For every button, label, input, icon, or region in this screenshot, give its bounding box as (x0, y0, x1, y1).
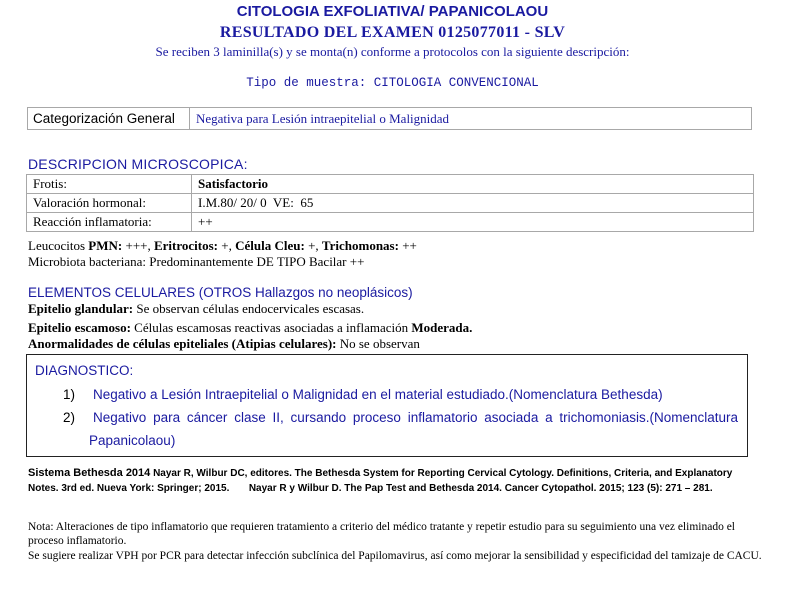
general-categorization-box (27, 107, 752, 130)
glandular-epithelium-line (28, 301, 364, 317)
squamous-degree: Moderada. (411, 320, 473, 335)
pmn-label: PMN: (88, 238, 123, 253)
reference-title: Sistema Bethesda 2014 (28, 467, 151, 479)
squamous-text: Células escamosas reactivas asociadas a inflamación (130, 320, 412, 335)
pmn-value: +++, (122, 238, 154, 253)
table-row (27, 175, 754, 194)
trichomonas-label: Trichomonas: (321, 238, 399, 253)
diagnosis-heading: DIAGNOSTICO: (35, 363, 134, 378)
sample-type: Tipo de muestra: CITOLOGIA CONVENCIONAL (246, 76, 539, 90)
hormonal-value: I.M.80/ 20/ 0 VE: 65 (192, 194, 754, 213)
squamous-epithelium-line (28, 320, 472, 336)
categorization-value: Negativa para Lesión intraepitelial o Malignidad (196, 111, 450, 126)
note-paragraph: Nota: Alteraciones de tipo inflamatorio que requieren tratamiento a criterio del médico tratante y repetir estudio para su seguimiento una vez eliminado el proceso inflamatorio. (28, 521, 735, 547)
microbiota-line: Microbiota bacteriana: Predominantemente DE TIPO Bacilar ++ (28, 254, 365, 269)
leukocytes-text: Leucocitos (28, 238, 89, 253)
clue-cell-value: +, (304, 238, 322, 253)
abnormalities-label: Anormalidades de células epiteliales (Atipias celulares): (28, 336, 337, 351)
note-paragraph: Se sugiere realizar VPH por PCR para detectar infección subclínica del Papilomavirus, así como mejorar la sensibilidad y especificidad del tamizaje de CACU. (28, 550, 762, 562)
received-description: Se reciben 3 laminilla(s) y se monta(n) conforme a protocolos con la siguiente descripción: (155, 44, 630, 59)
glandular-label: Epitelio glandular: (28, 301, 134, 316)
glandular-text: Se observan células endocervicales escasas. (133, 301, 365, 316)
table-row (27, 213, 754, 232)
diagnosis-item-number: 2) (63, 410, 76, 425)
exam-result-title: RESULTADO DEL EXAMEN 0125077011 - SLV (219, 24, 566, 41)
categorization-label: Categorización General (33, 111, 175, 126)
abnormalities-text: No se observan (336, 336, 420, 351)
diagnosis-item-number: 1) (63, 387, 76, 402)
reference-text: Nayar R, Wilbur DC, editores. The Bethesda System for Reporting Cervical Cytology. Definitions, Criteria, and Explanatory Notes. 3rd ed. Nueva York: Springer; 2015. Nayar R y Wilbur D. The Pap Test and Bethesda 2014. Cancer Cytopathol. 2015; 123 (5): 271 – 281. (28, 468, 736, 494)
diagnosis-item-continuation: Papanicolaou) (89, 433, 176, 448)
categorization-divider (189, 108, 190, 129)
diagnosis-item-text: Negativo a Lesión Intraepitelial o Malignidad en el material estudiado.(Nomenclatura Bethesda) (93, 387, 663, 402)
report-title: CITOLOGIA EXFOLIATIVA/ PAPANICOLAOU (236, 3, 549, 20)
table-row (27, 194, 754, 213)
frotis-label: Frotis: (27, 175, 192, 194)
microscopic-description-table (26, 174, 754, 232)
trichomonas-value: ++ (398, 238, 417, 253)
leukocytes-line (28, 238, 417, 254)
inflammatory-value: ++ (192, 213, 754, 232)
diagnosis-box (26, 354, 748, 457)
cellular-elements-heading: ELEMENTOS CELULARES (OTROS Hallazgos no neoplásicos) (28, 285, 413, 300)
epithelial-abnormalities-line (28, 336, 420, 352)
bethesda-reference (28, 466, 763, 496)
diagnosis-item-text: Negativo para cáncer clase II, cursando proceso inflamatorio asociada a trichomoniasis.(Nomenclatura (93, 410, 738, 425)
clue-cell-label: Célula Cleu: (235, 238, 305, 253)
squamous-label: Epitelio escamoso: (28, 320, 131, 335)
inflammatory-label: Reacción inflamatoria: (27, 213, 192, 232)
erythrocytes-label: Eritrocitos: (153, 238, 219, 253)
hormonal-label: Valoración hormonal: (27, 194, 192, 213)
microscopic-description-heading: DESCRIPCION MICROSCOPICA: (28, 156, 248, 172)
erythrocytes-value: +, (218, 238, 236, 253)
frotis-value: Satisfactorio (192, 175, 754, 194)
